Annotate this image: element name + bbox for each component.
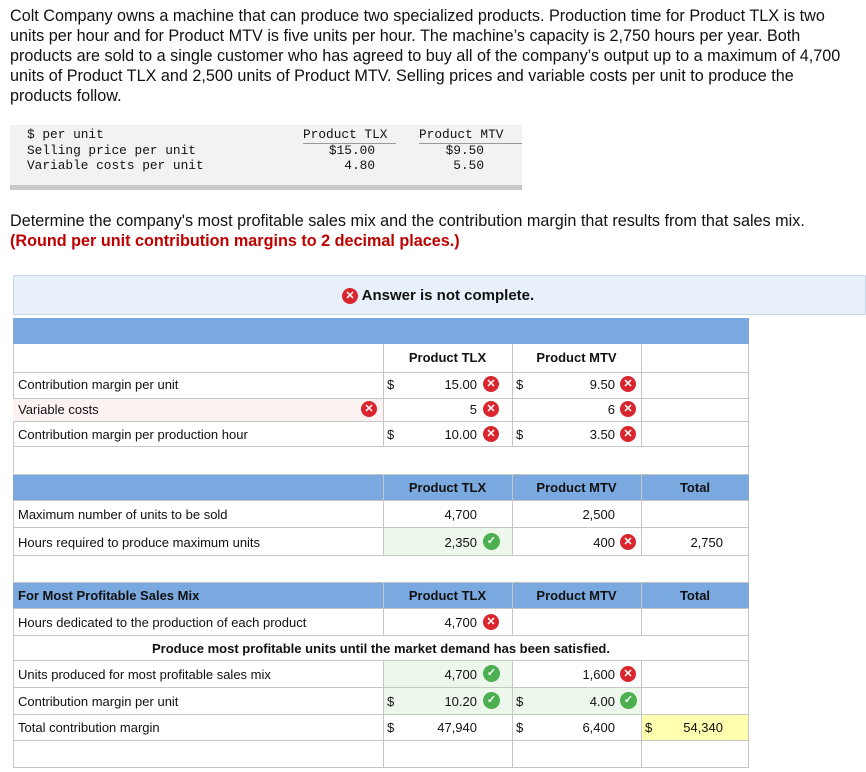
- correct-icon: ✓: [483, 665, 500, 682]
- mtv-max-units: 2,500: [582, 507, 615, 522]
- given-header-mtv: Product MTV: [419, 127, 504, 142]
- section1-header-tlx: Product TLX: [408, 350, 487, 365]
- tlx-total-cm: 47,940: [437, 720, 477, 735]
- total-hours-required: 2,750: [690, 535, 723, 550]
- tlx-units-produced-input[interactable]: 4,700: [444, 667, 477, 682]
- tlx-cm-per-unit-mix-input[interactable]: 10.20: [444, 694, 477, 709]
- tlx-hours-dedicated-input[interactable]: 4,700: [444, 615, 477, 630]
- wrong-icon: ✕: [620, 534, 636, 550]
- tlx-variable-costs-input[interactable]: 5: [469, 402, 477, 417]
- given-tlx-varcost: 4.80: [344, 158, 375, 173]
- given-header-tlx: Product TLX: [303, 127, 388, 142]
- row-label-variable-costs: Variable costs: [18, 402, 99, 417]
- row-label-cm-per-unit: Contribution margin per unit: [18, 377, 179, 392]
- tlx-hours-required-input[interactable]: 2,350: [444, 535, 477, 550]
- answer-grid: [13, 318, 749, 768]
- mtv-hours-required-input[interactable]: 400: [593, 535, 615, 550]
- wrong-icon: ✕: [483, 614, 499, 630]
- section1-top-band: [13, 318, 749, 344]
- row-label-cm-per-unit-mix: Contribution margin per unit: [18, 694, 179, 709]
- wrong-icon: ✕: [620, 376, 636, 392]
- row-label-hours-required: Hours required to produce maximum units: [18, 535, 261, 550]
- section2-header-mtv: Product MTV: [536, 480, 617, 495]
- section3-header-tlx: Product TLX: [408, 588, 487, 603]
- given-mtv-price: $9.50: [445, 143, 484, 158]
- rounding-note: (Round per unit contribution margins to 2 decimal places.): [10, 232, 460, 250]
- mtv-units-produced-input[interactable]: 1,600: [582, 667, 615, 682]
- wrong-icon: ✕: [620, 666, 636, 682]
- tlx-cm-per-hour-input[interactable]: 10.00: [444, 427, 477, 442]
- given-row-label: Variable costs per unit: [27, 158, 204, 173]
- dollar-sign: $: [387, 427, 395, 442]
- answer-status-text: Answer is not complete.: [361, 287, 535, 304]
- dollar-sign: $: [516, 720, 524, 735]
- tlx-cm-per-unit-input[interactable]: 15.00: [444, 377, 477, 392]
- instructions: [10, 211, 805, 251]
- wrong-icon: ✕: [483, 401, 499, 417]
- instruction-text: Determine the company's most profitable sales mix and the contribution margin that results from that sales mix.: [10, 212, 805, 230]
- dollar-sign: $: [516, 694, 524, 709]
- wrong-icon: ✕: [483, 426, 499, 442]
- section3-header-total: Total: [679, 588, 711, 603]
- section3-header-mtv: Product MTV: [536, 588, 617, 603]
- given-mtv-varcost: 5.50: [453, 158, 484, 173]
- section1-header-mtv: Product MTV: [536, 350, 617, 365]
- incomplete-icon: ✕: [342, 288, 358, 304]
- given-header-label: $ per unit: [27, 127, 104, 142]
- dollar-sign: $: [516, 427, 524, 442]
- section2-header-tlx: Product TLX: [408, 480, 487, 495]
- row-label-max-units: Maximum number of units to be sold: [18, 507, 228, 522]
- correct-icon: ✓: [483, 692, 500, 709]
- row-label-cm-per-hour: Contribution margin per production hour: [18, 427, 248, 442]
- tlx-max-units: 4,700: [444, 507, 477, 522]
- correct-icon: ✓: [483, 533, 500, 550]
- section2-header-total: Total: [679, 480, 711, 495]
- correct-icon: ✓: [620, 692, 637, 709]
- sales-mix-note: Produce most profitable units until the market demand has been satisfied.: [152, 641, 610, 656]
- answer-status-banner: [13, 275, 866, 315]
- dollar-sign: $: [387, 720, 395, 735]
- dollar-sign: $: [645, 720, 653, 735]
- mtv-cm-per-unit-mix-input[interactable]: 4.00: [589, 694, 615, 709]
- row-label-hours-dedicated: Hours dedicated to the production of each product: [18, 615, 307, 630]
- dollar-sign: $: [516, 377, 524, 392]
- dollar-sign: $: [387, 377, 395, 392]
- mtv-total-cm: 6,400: [582, 720, 615, 735]
- row-label-units-produced: Units produced for most profitable sales mix: [18, 667, 271, 682]
- given-row-label: Selling price per unit: [27, 143, 196, 158]
- dollar-sign: $: [387, 694, 395, 709]
- given-tlx-price: $15.00: [328, 143, 375, 158]
- given-data-table: [10, 125, 522, 190]
- wrong-icon: ✕: [483, 376, 499, 392]
- wrong-icon: ✕: [361, 401, 377, 417]
- wrong-icon: ✕: [620, 426, 636, 442]
- mtv-variable-costs-input[interactable]: 6: [607, 402, 615, 417]
- problem-text: Colt Company owns a machine that can produce two specialized products. Production time for Product TLX is two units per hour and for Product MTV is five units per hour. The machine’s capacity is 2,750 hours per year. Both products are sold to a single customer who has agreed to buy all of the company’s output up to a maximum of 4,700 units of Product TLX and 2,500 units of Product MTV. Selling prices and variable costs per unit to produce the products follow.: [10, 7, 841, 105]
- wrong-icon: ✕: [620, 401, 636, 417]
- mtv-cm-per-hour-input[interactable]: 3.50: [589, 427, 615, 442]
- total-contribution-margin: 54,340: [683, 720, 723, 735]
- mtv-cm-per-unit-input[interactable]: 9.50: [589, 377, 615, 392]
- section3-title: For Most Profitable Sales Mix: [18, 588, 200, 603]
- row-label-total-cm: Total contribution margin: [18, 720, 160, 735]
